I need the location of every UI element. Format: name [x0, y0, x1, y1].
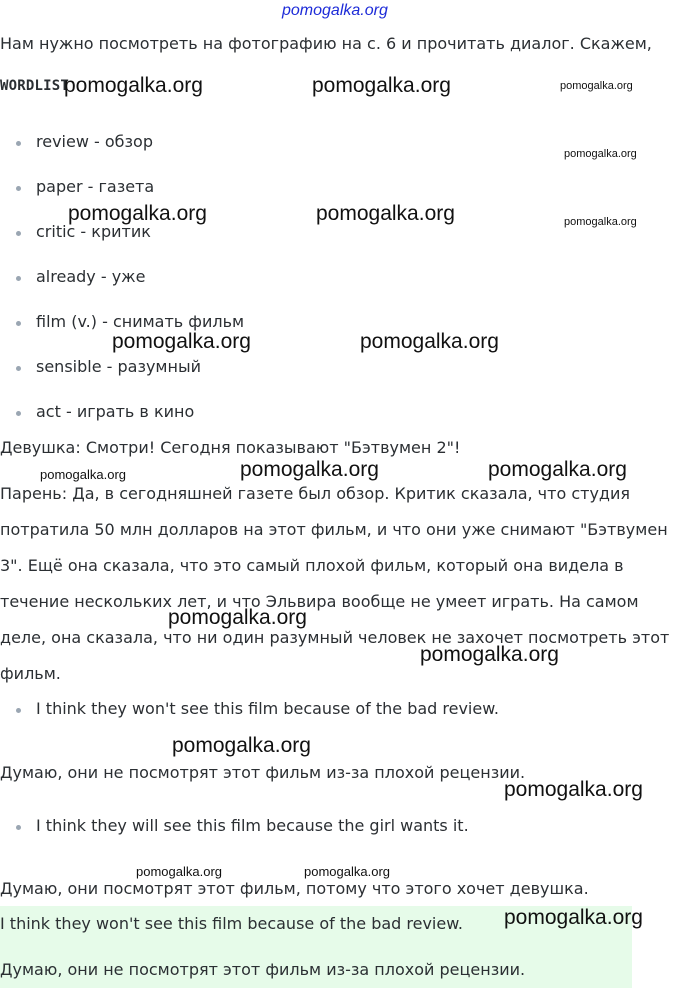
watermark: pomogalka.org	[68, 202, 207, 225]
header-watermark: pomogalka.org	[282, 2, 388, 19]
dialogue-boy-line: 3". Ещё она сказала, что это самый плохой фильм, который она видела в	[0, 556, 624, 575]
wordlist-item: paper - газета	[36, 177, 155, 196]
dialogue-boy-line: фильм.	[0, 664, 61, 683]
option-ru: Думаю, они не посмотрят этот фильм из-за плохой рецензии.	[0, 763, 526, 782]
bullet-icon	[16, 366, 21, 371]
watermark: pomogalka.org	[240, 458, 379, 481]
wordlist-item: film (v.) - снимать фильм	[36, 312, 245, 331]
watermark: pomogalka.org	[360, 330, 499, 353]
watermark: pomogalka.org	[504, 906, 643, 929]
option-ru: Думаю, они посмотрят этот фильм, потому что этого хочет девушка.	[0, 879, 589, 898]
watermark: pomogalka.org	[168, 606, 307, 629]
dialogue-boy-line: потратила 50 млн долларов на этот фильм, и что они уже снимают "Бэтвумен	[0, 520, 668, 539]
watermark: pomogalka.org	[560, 80, 633, 92]
bullet-icon	[16, 708, 21, 713]
option-en: I think they will see this film because the girl wants it.	[36, 816, 469, 835]
dialogue-boy-line: Парень: Да, в сегодняшней газете был обзор. Критик сказала, что студия	[0, 484, 630, 503]
bullet-icon	[16, 186, 21, 191]
answer-ru: Думаю, они не посмотрят этот фильм из-за плохой рецензии.	[0, 960, 526, 979]
bullet-icon	[16, 231, 21, 236]
dialogue-boy-line: течение нескольких лет, и что Эльвира вообще не умеет играть. На самом	[0, 592, 639, 611]
wordlist-item: critic - критик	[36, 222, 151, 241]
watermark: pomogalka.org	[64, 74, 203, 97]
dialogue-girl: Девушка: Смотри! Сегодня показывают "Бэтвумен 2"!	[0, 438, 461, 457]
watermark: pomogalka.org	[504, 778, 643, 801]
watermark: pomogalka.org	[564, 216, 637, 228]
bullet-icon	[16, 825, 21, 830]
bullet-icon	[16, 321, 21, 326]
option-en: I think they won't see this film because of the bad review.	[36, 699, 499, 718]
wordlist-title: WORDLIST	[0, 78, 70, 94]
dialogue-boy-line: деле, она сказала, что ни один разумный человек не захочет посмотреть этот	[0, 628, 670, 647]
watermark: pomogalka.org	[316, 202, 455, 225]
watermark: pomogalka.org	[488, 458, 627, 481]
wordlist-item: act - играть в кино	[36, 402, 195, 421]
intro-text: Нам нужно посмотреть на фотографию на с. 6 и прочитать диалог. Скажем,	[0, 34, 652, 53]
wordlist-item: already - уже	[36, 267, 146, 286]
watermark: pomogalka.org	[112, 330, 251, 353]
bullet-icon	[16, 141, 21, 146]
watermark: pomogalka.org	[40, 467, 126, 482]
watermark: pomogalka.org	[564, 148, 637, 160]
bullet-icon	[16, 411, 21, 416]
answer-en: I think they won't see this film because of the bad review.	[0, 914, 463, 933]
watermark: pomogalka.org	[420, 643, 559, 666]
wordlist-item: sensible - разумный	[36, 357, 201, 376]
watermark: pomogalka.org	[172, 734, 311, 757]
bullet-icon	[16, 276, 21, 281]
wordlist-item: review - обзор	[36, 132, 153, 151]
watermark: pomogalka.org	[312, 74, 451, 97]
watermark: pomogalka.org	[304, 864, 390, 879]
watermark: pomogalka.org	[136, 864, 222, 879]
